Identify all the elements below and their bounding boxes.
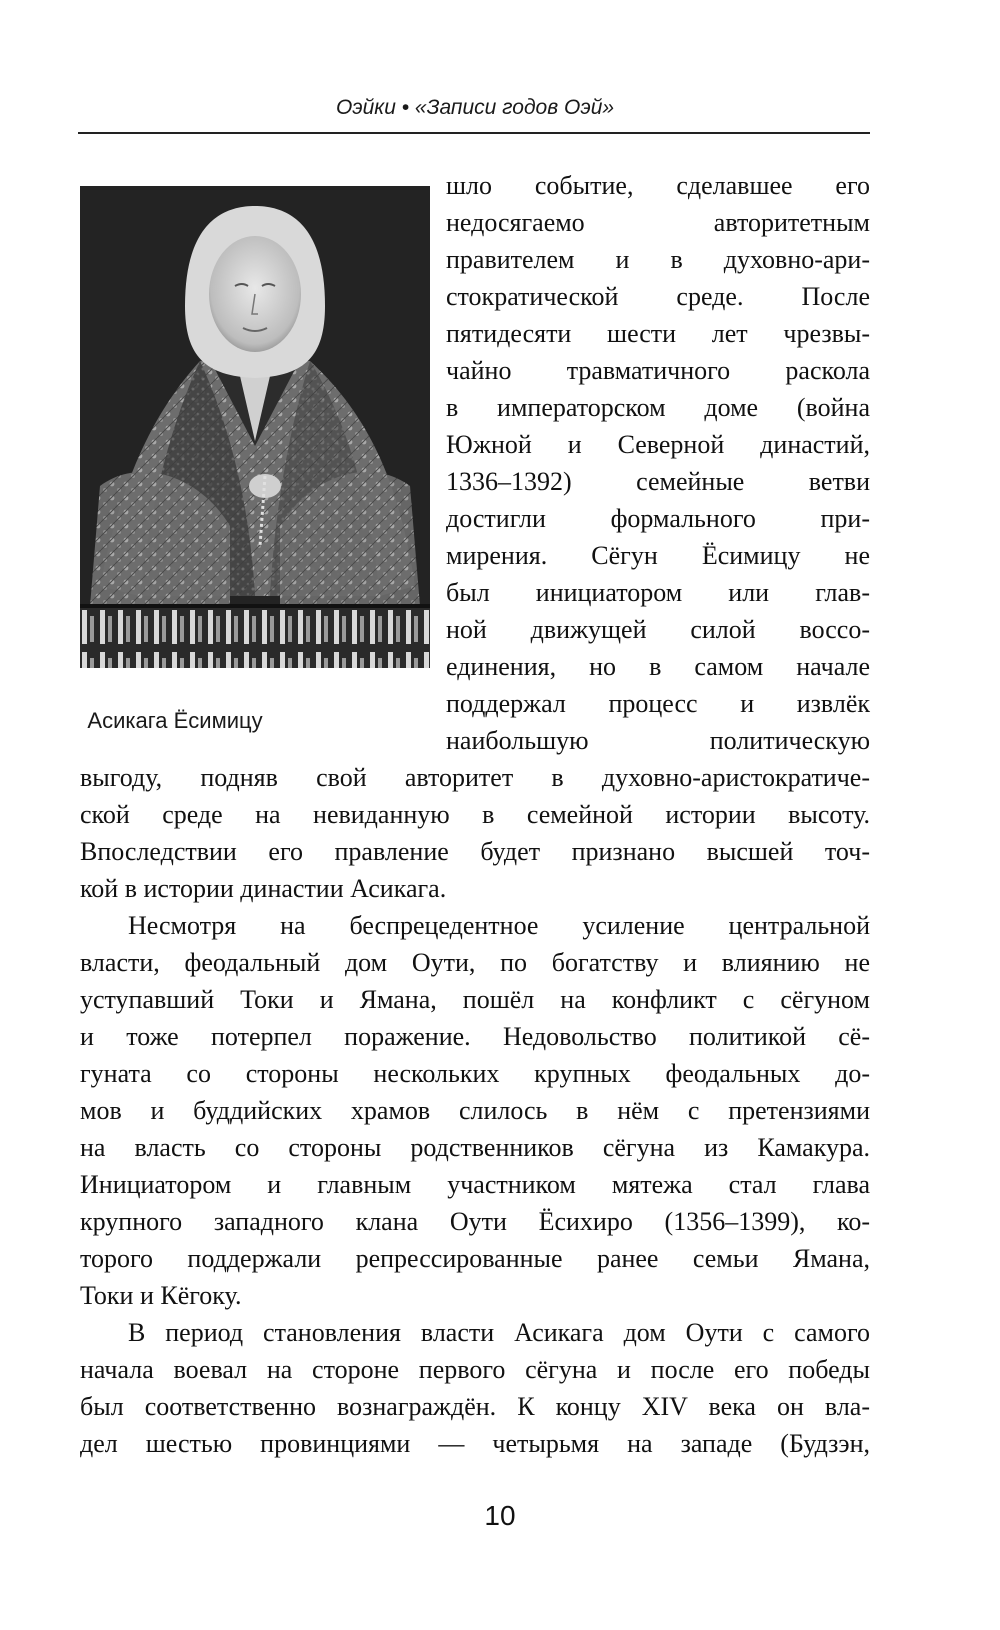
text-line: единения, но в самом начале — [446, 652, 870, 681]
text-line: в императорском доме (война — [446, 393, 870, 422]
text-line: на власть со стороны родственников сёгуна из Камакура. — [80, 1133, 870, 1162]
text-line: Впоследствии его правление будет признано высшей точ- — [80, 837, 870, 866]
text-line: был инициатором или глав- — [446, 578, 870, 607]
text-line: торого поддержали репрессированные ранее семьи Ямана, — [80, 1244, 870, 1273]
text-line: недосягаемо авторитетным — [446, 208, 870, 237]
text-line: мирения. Сёгун Ёсимицу не — [446, 541, 870, 570]
text-line: наибольшую политическую — [446, 726, 870, 755]
text-line: Несмотря на беспрецедентное усиление центральной — [128, 911, 870, 940]
text-line: Инициатором и главным участником мятежа стал глава — [80, 1170, 870, 1199]
text-line: дел шестью провинциями — четырьмя на западе (Будзэн, — [80, 1429, 870, 1458]
text-line: 1336–1392) семейные ветви — [446, 467, 870, 496]
header-divider — [78, 132, 870, 134]
text-line: В период становления власти Асикага дом Оути с самого — [128, 1318, 870, 1347]
portrait-figure — [80, 186, 430, 688]
text-line: выгоду, подняв свой авторитет в духовно-аристократиче- — [80, 763, 870, 792]
text-line: начала воевал на стороне первого сёгуна и после его победы — [80, 1355, 870, 1384]
text-line: ной движущей силой воссо- — [446, 615, 870, 644]
text-line: кой в истории династии Асикага. — [80, 874, 447, 903]
text-line: ской среде на невиданную в семейной истории высоту. — [80, 800, 870, 829]
text-line: был соответственно вознаграждён. К концу XIV века он вла- — [80, 1392, 870, 1421]
text-line: крупного западного клана Оути Ёсихиро (1356–1399), ко- — [80, 1207, 870, 1236]
text-line: гуната со стороны нескольких крупных феодальных до- — [80, 1059, 870, 1088]
text-line: Токи и Кёгоку. — [80, 1281, 242, 1310]
text-line: чайно травматичного раскола — [446, 356, 870, 385]
text-line: поддержал процесс и извлёк — [446, 689, 870, 718]
text-line: уступавший Токи и Ямана, пошёл на конфликт с сёгуном — [80, 985, 870, 1014]
text-line: Южной и Северной династий, — [446, 430, 870, 459]
page-number: 10 — [484, 1500, 516, 1531]
portrait-image — [80, 186, 430, 668]
text-line: шло событие, сделавшее его — [446, 171, 870, 200]
text-line: правителем и в духовно-ари- — [446, 245, 870, 274]
figure-caption: Асикага Ёсимицу — [87, 708, 263, 733]
text-line: стократической среде. После — [446, 282, 870, 311]
text-line: пятидесяти шести лет чрезвы- — [446, 319, 870, 348]
text-line: власти, феодальный дом Оути, по богатству и влиянию не — [80, 948, 870, 977]
text-line: достигли формального при- — [446, 504, 870, 533]
running-header: Оэйки • «Записи годов Оэй» — [335, 96, 615, 119]
text-line: мов и буддийских храмов слилось в нём с претензиями — [80, 1096, 870, 1125]
text-line: и тоже потерпел поражение. Недовольство политикой сё- — [80, 1022, 870, 1051]
